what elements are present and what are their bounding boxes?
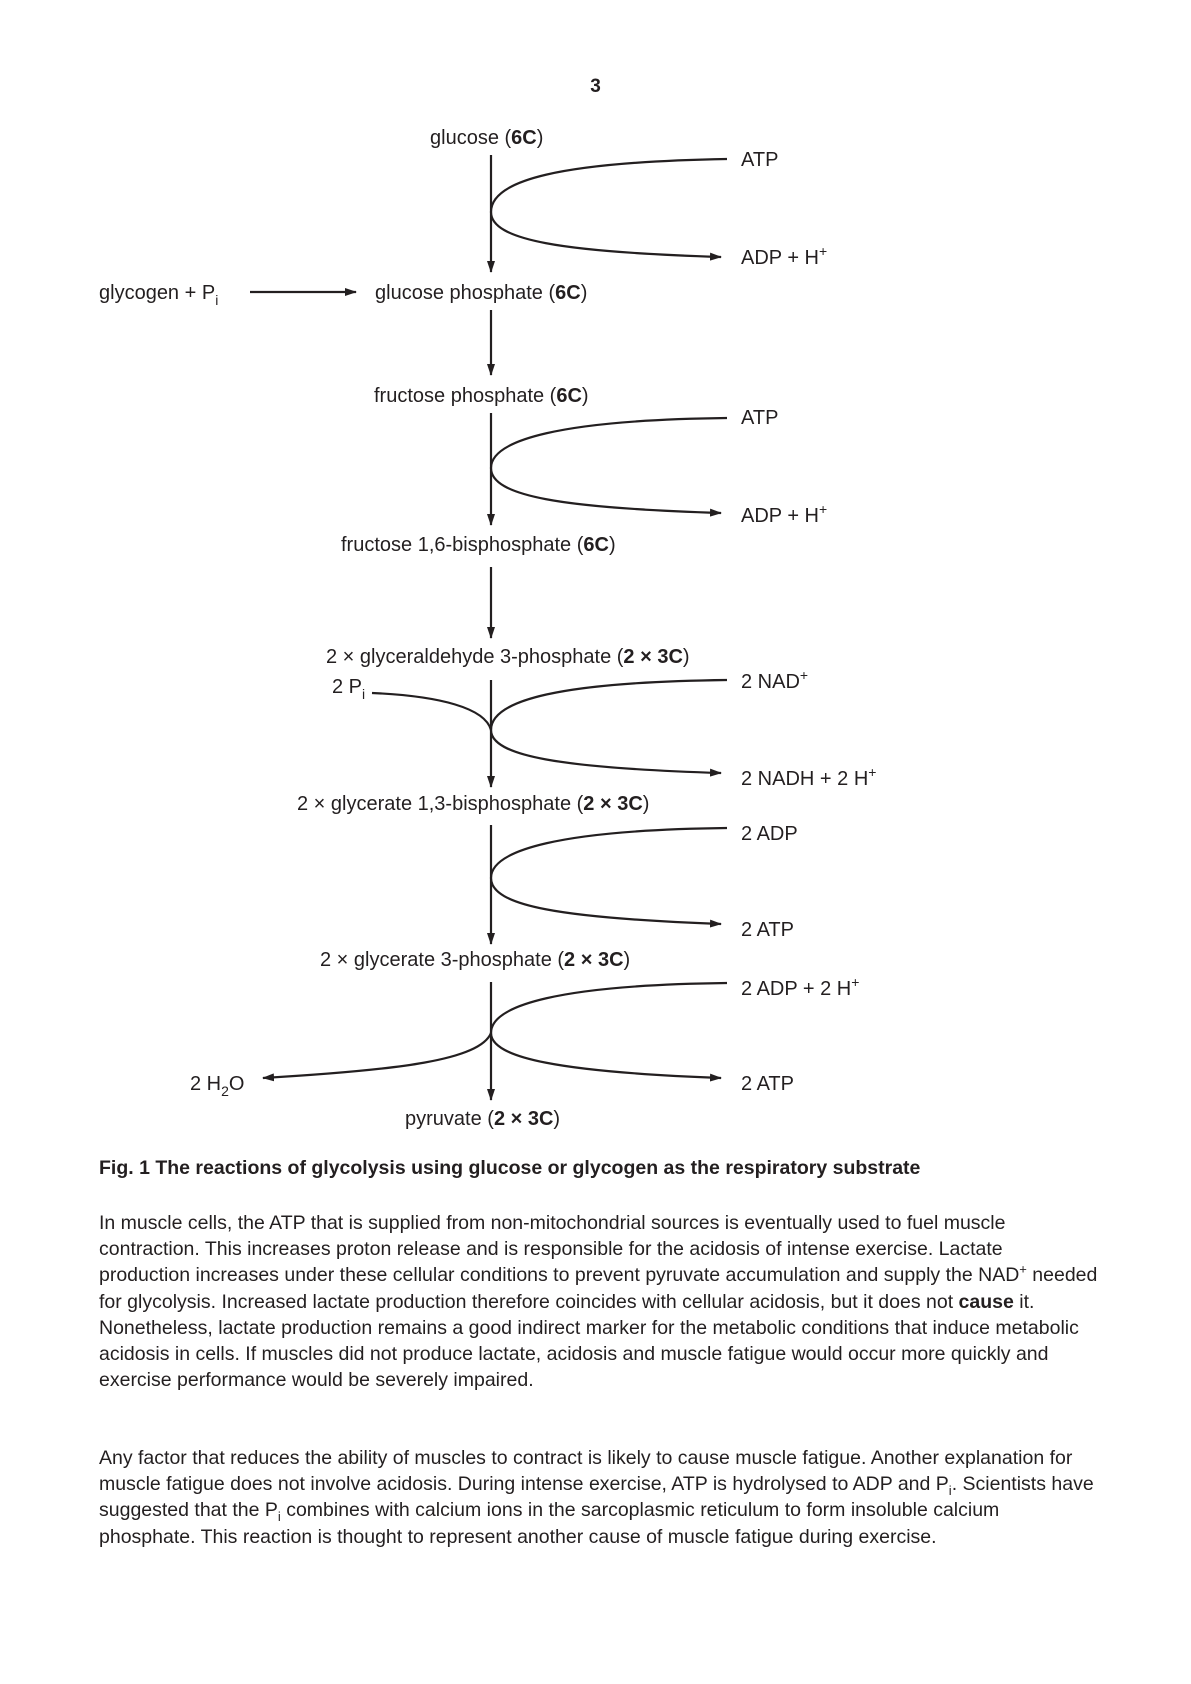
loop-adp-atp-final xyxy=(491,983,727,1078)
loop-nad-nadh xyxy=(491,680,727,773)
label-pyruvate: pyruvate (2 × 3C) xyxy=(405,1108,561,1130)
label-adp-out-1: ADP + H+ xyxy=(741,243,828,269)
paragraph-2: Any factor that reduces the ability of muscles to contract is likely to cause muscle fatigue. Another explanation for muscle fatigue does not involve acidosis. During intense exercise, ATP is hydrolysed to ADP and $P_i$. Scientists have suggested that the $P_i$ combines with calcium ions in the sarcoplasmic reticulum to form insoluble calcium phosphate. This reaction is thought to represent another cause of muscle fatigue during exercise. xyxy=(99,1447,1094,1548)
curve-water-out xyxy=(263,1033,491,1078)
label-atp-out-1: 2 ATP xyxy=(741,919,794,941)
label-atp-in-2: ATP xyxy=(741,407,779,429)
label-glucose-phosphate: glucose phosphate (6C) xyxy=(375,282,588,304)
label-nadh-out: 2 NADH + 2 H+ xyxy=(741,764,877,790)
label-g3pg: 2 × glycerate 3-phosphate (2 × 3C) xyxy=(320,949,631,971)
label-fructose-phosphate: fructose phosphate (6C) xyxy=(374,385,589,407)
label-fructose-bisphosphate: fructose 1,6-bisphosphate (6C) xyxy=(341,534,616,556)
loop-atp-adp-2 xyxy=(491,418,727,513)
figure-caption: Fig. 1 The reactions of glycolysis using glucose or glycogen as the respiratory substrate xyxy=(99,1157,921,1179)
label-two-pi: 2 $P_i$ xyxy=(332,676,366,702)
label-glycogen: glycogen + $P_i$ xyxy=(99,282,219,308)
label-g13bp: 2 × glycerate 1,3-bisphosphate (2 × 3C) xyxy=(297,793,650,815)
loop-adp-atp xyxy=(491,828,727,924)
page-number: 3 xyxy=(590,76,601,97)
label-atp-out-2: 2 ATP xyxy=(741,1073,794,1095)
label-atp-in-1: ATP xyxy=(741,149,779,171)
curve-pi-in xyxy=(372,693,491,730)
label-adp-h-in: 2 ADP + 2 H+ xyxy=(741,974,860,1000)
label-adp-out-2: ADP + H+ xyxy=(741,501,828,527)
label-glucose: glucose (6C) xyxy=(430,127,544,149)
label-nad-in: 2 NAD+ xyxy=(741,667,809,693)
label-adp-in: 2 ADP xyxy=(741,823,798,845)
label-g3p: 2 × glyceraldehyde 3-phosphate (2 × 3C) xyxy=(326,646,690,668)
loop-atp-adp-1 xyxy=(491,159,727,257)
label-water: 2 $H_2O$ xyxy=(190,1073,245,1099)
paragraph-1: In muscle cells, the ATP that is supplied from non-mitochondrial sources is eventually used to fuel muscle contraction. This increases proton release and is responsible for the acidosis of intense exercise. Lactate production increases under these cellular conditions to prevent pyruvate accumulation and supply the NAD+ needed for glycolysis. Increased lactate production therefore coincides with cellular acidosis, but it does not cause it. Nonetheless, lactate production remains a good indirect marker for the metabolic conditions that induce metabolic acidosis in cells. If muscles did not produce lactate, acidosis and muscle fatigue would occur more quickly and exercise performance would be severely impaired. xyxy=(99,1212,1098,1392)
